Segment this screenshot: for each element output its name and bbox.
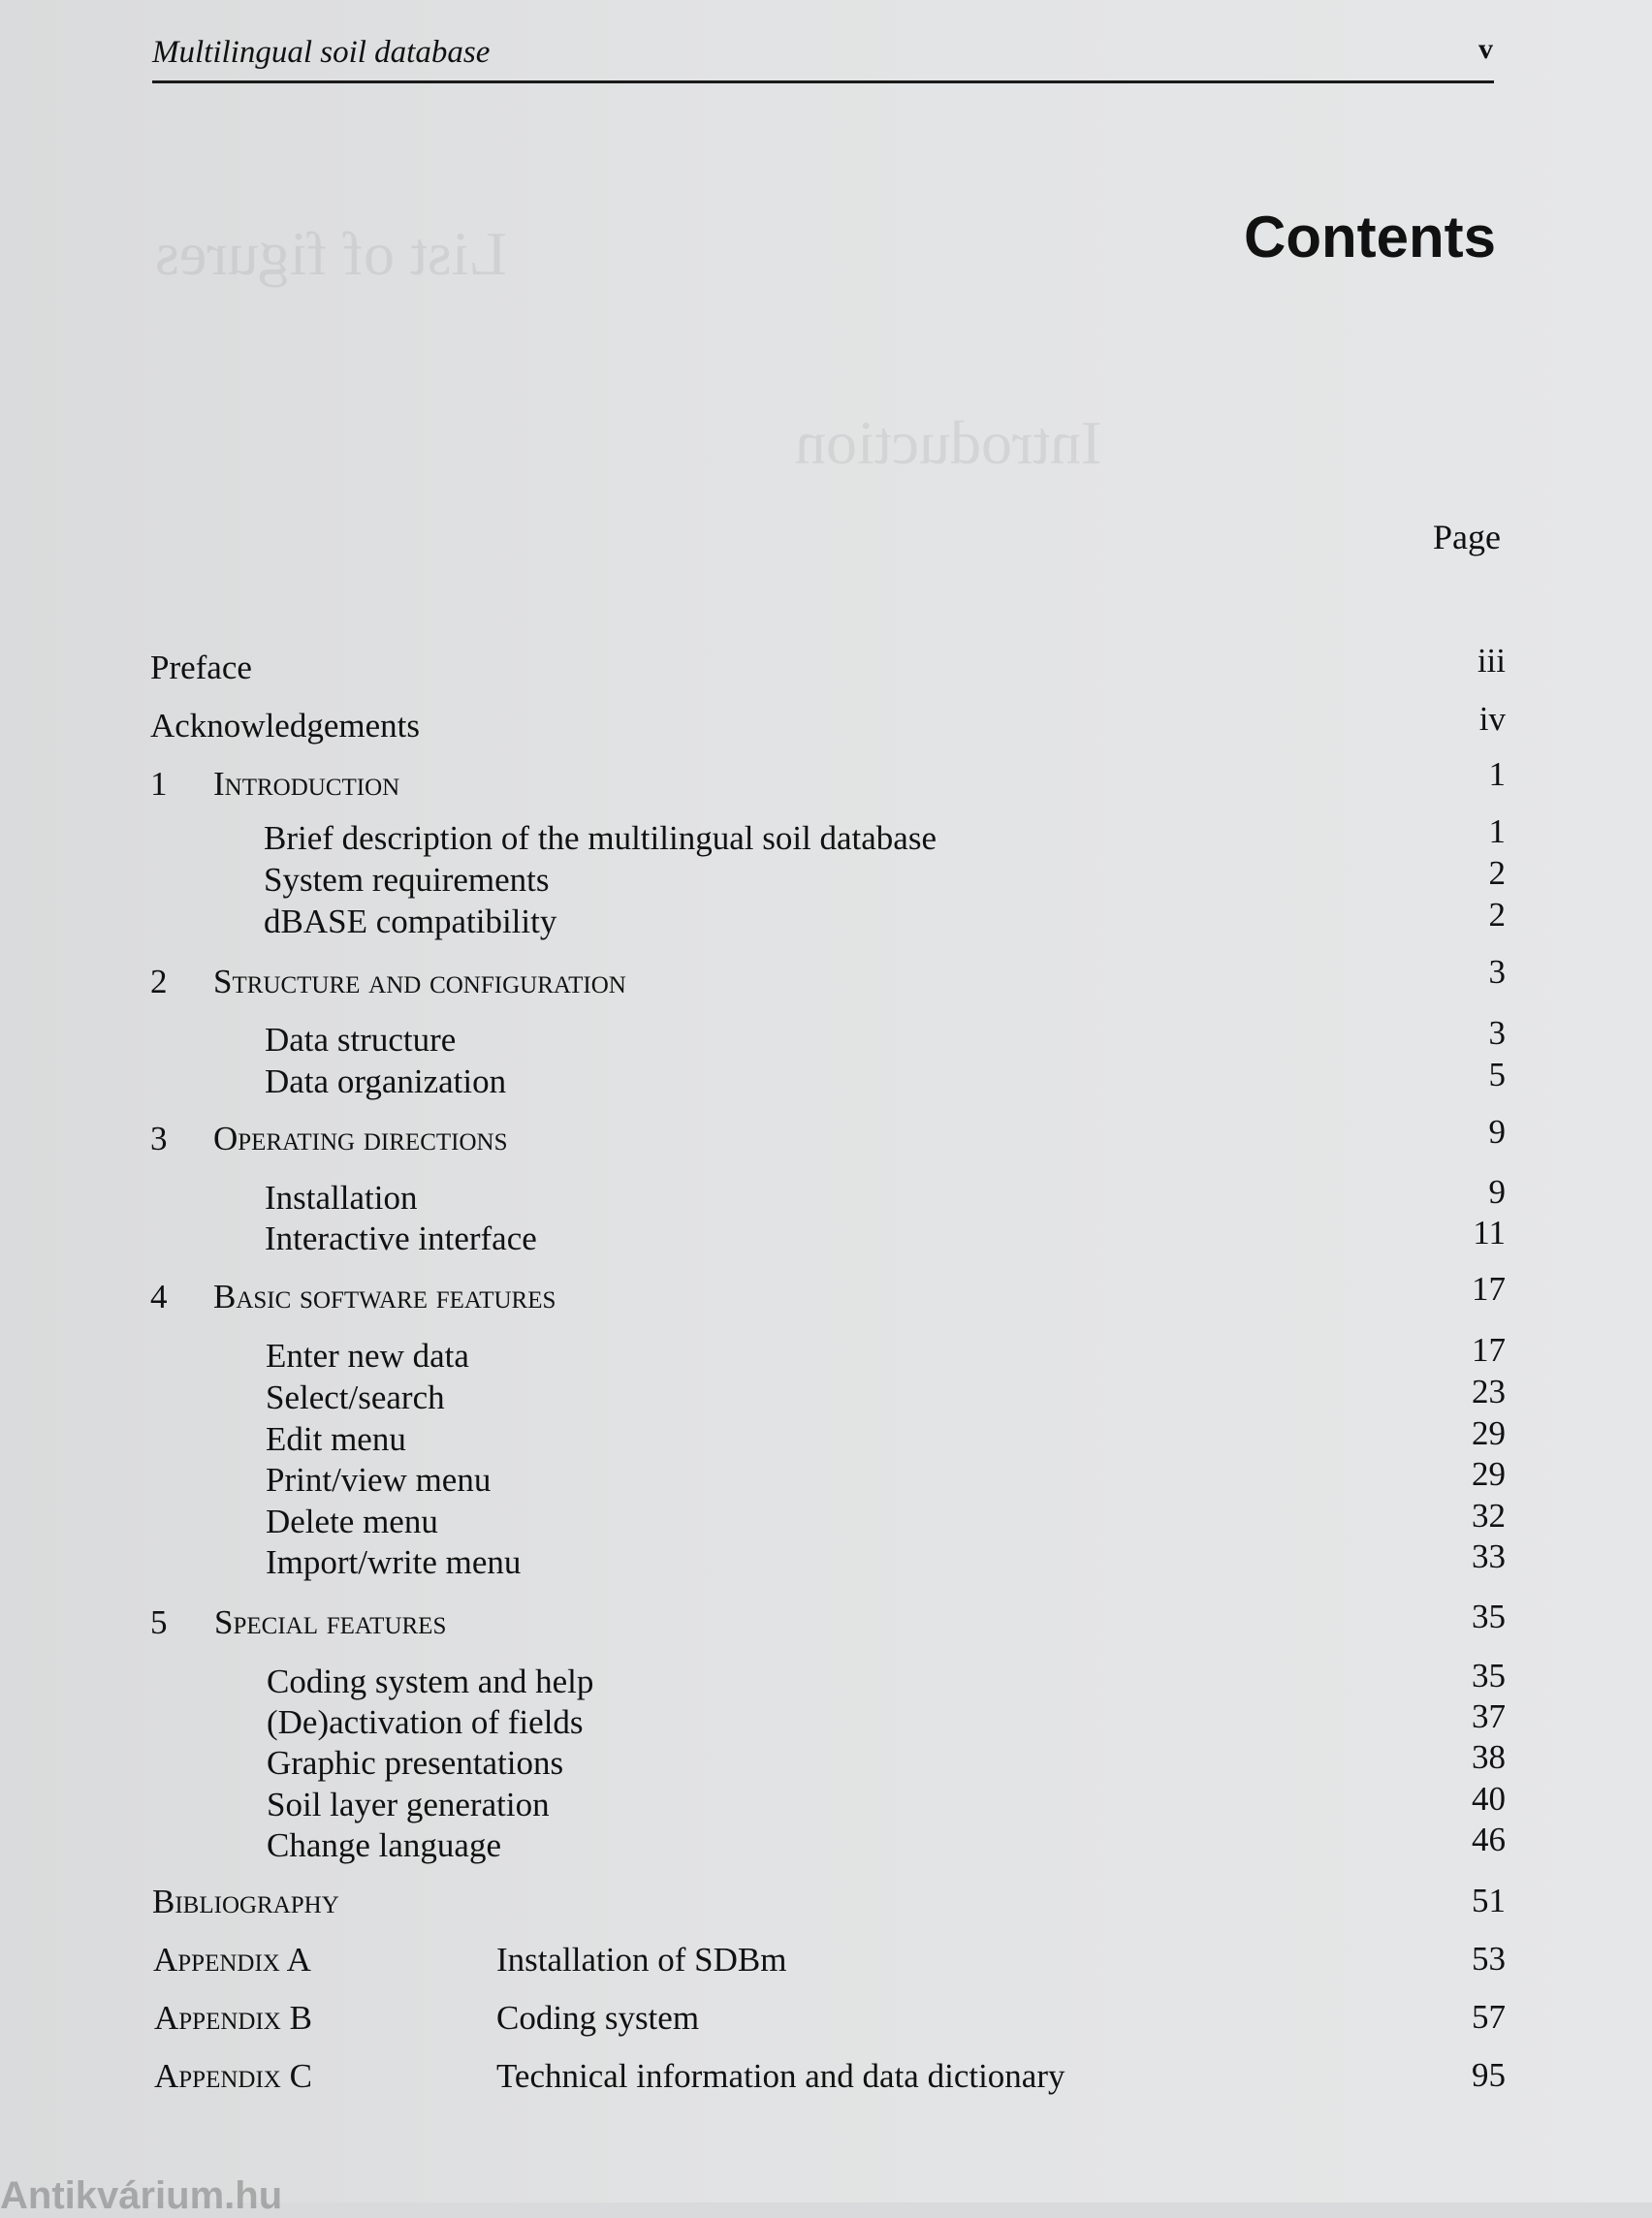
show-through: Introduction xyxy=(795,408,1102,477)
toc-page-acknowledgements: iv xyxy=(1478,700,1506,738)
section-page: 1 xyxy=(1488,812,1506,850)
section-page: 35 xyxy=(1472,1657,1506,1695)
header-rule xyxy=(152,80,1494,83)
chapter-number: 2 xyxy=(150,963,168,1000)
section-page: 46 xyxy=(1472,1821,1506,1858)
section-entry: Installation xyxy=(265,1179,418,1217)
section-page: 2 xyxy=(1488,896,1506,934)
show-through: List of figures xyxy=(155,219,507,288)
appendix-page: 95 xyxy=(1472,2056,1506,2094)
section-entry: (De)activation of fields xyxy=(267,1703,584,1741)
chapter-page: 35 xyxy=(1472,1598,1506,1635)
chapter-title: Basic software features xyxy=(213,1278,556,1315)
chapter-page: 3 xyxy=(1488,953,1506,991)
chapter-title: Structure and configuration xyxy=(213,963,626,1000)
section-entry: Brief description of the multilingual soil database xyxy=(264,819,937,857)
running-head-title: Multilingual soil database xyxy=(152,35,491,70)
chapter-number: 3 xyxy=(150,1120,168,1157)
chapter-number: 4 xyxy=(150,1278,168,1315)
chapter-title: Operating directions xyxy=(213,1120,508,1157)
section-entry: Interactive interface xyxy=(265,1220,537,1257)
appendix-title: Installation of SDBm xyxy=(496,1941,787,1979)
chapter-number: 1 xyxy=(150,765,168,803)
section-entry: Data organization xyxy=(265,1062,507,1100)
section-entry: Print/view menu xyxy=(266,1461,492,1499)
section-entry: Delete menu xyxy=(266,1503,438,1540)
toc-entry-acknowledgements: Acknowledgements xyxy=(150,707,420,745)
appendix-title: Technical information and data dictionary xyxy=(496,2057,1065,2095)
section-entry: Enter new data xyxy=(266,1337,469,1375)
section-entry: Import/write menu xyxy=(266,1543,522,1581)
section-entry: Soil layer generation xyxy=(267,1786,550,1823)
section-entry: Graphic presentations xyxy=(267,1744,564,1782)
section-page: 33 xyxy=(1472,1537,1506,1575)
toc-entry-preface: Preface xyxy=(150,649,252,686)
section-page: 23 xyxy=(1472,1373,1506,1410)
appendix-title: Coding system xyxy=(496,1999,700,2037)
section-page: 32 xyxy=(1472,1497,1506,1535)
appendix-page: 53 xyxy=(1472,1940,1506,1978)
toc-page-preface: iii xyxy=(1477,642,1506,680)
section-page: 9 xyxy=(1488,1173,1506,1211)
toc-page-bibliography: 51 xyxy=(1472,1882,1506,1919)
section-entry: Coding system and help xyxy=(267,1663,594,1700)
section-page: 40 xyxy=(1472,1780,1506,1818)
appendix-label: Appendix C xyxy=(154,2057,312,2095)
section-page: 29 xyxy=(1472,1455,1506,1493)
section-page: 29 xyxy=(1472,1414,1506,1452)
appendix-page: 57 xyxy=(1472,1998,1506,2036)
section-entry: Edit menu xyxy=(266,1420,406,1458)
section-entry: Change language xyxy=(267,1826,501,1864)
chapter-title: Special features xyxy=(214,1603,447,1641)
toc-entry-bibliography: Bibliography xyxy=(152,1883,339,1920)
chapter-title: Introduction xyxy=(213,765,400,803)
appendix-label: Appendix B xyxy=(154,1999,312,2037)
section-page: 5 xyxy=(1488,1056,1506,1093)
chapter-page: 1 xyxy=(1488,755,1506,793)
section-page: 2 xyxy=(1488,854,1506,892)
page-title: Contents xyxy=(1244,205,1496,269)
page-folio: v xyxy=(1478,33,1493,65)
chapter-page: 9 xyxy=(1488,1113,1506,1151)
section-entry: Data structure xyxy=(265,1021,457,1059)
section-entry: Select/search xyxy=(266,1378,445,1416)
section-page: 38 xyxy=(1472,1738,1506,1776)
section-page: 11 xyxy=(1473,1214,1506,1252)
chapter-number: 5 xyxy=(150,1603,168,1641)
watermark: Antikvárium.hu xyxy=(0,2174,283,2217)
section-page: 17 xyxy=(1472,1331,1506,1369)
section-entry: dBASE compatibility xyxy=(264,903,557,940)
appendix-label: Appendix A xyxy=(153,1941,311,1979)
section-page: 3 xyxy=(1488,1014,1506,1052)
page-column-label: Page xyxy=(1433,518,1501,556)
section-entry: System requirements xyxy=(264,861,550,899)
chapter-page: 17 xyxy=(1472,1270,1506,1308)
section-page: 37 xyxy=(1472,1697,1506,1735)
